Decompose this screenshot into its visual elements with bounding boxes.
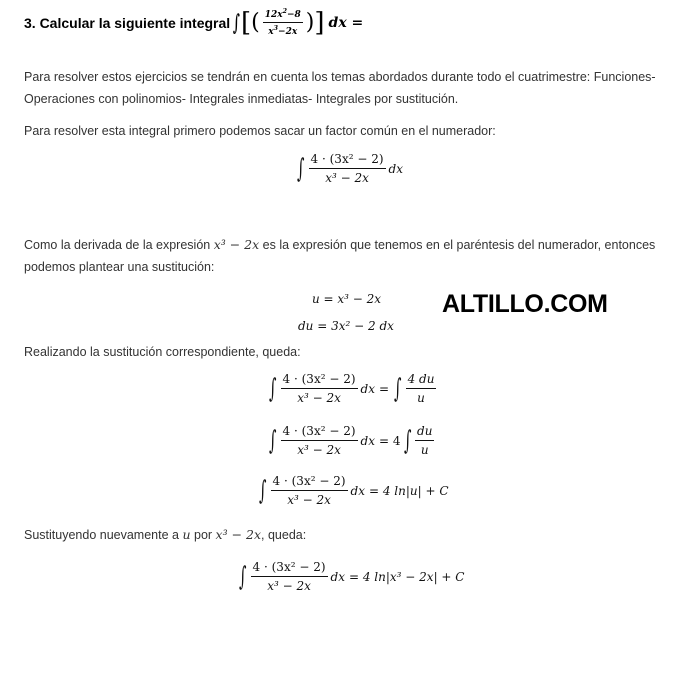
fraction: $\frac{\text{4 · (3x² − 2)}}{\text{x³ − 2x}}$ [310,152,384,185]
substitution-paragraph: Realizando la sustitución correspondiente, queda: [24,345,301,359]
substitution-u: u = x³ − 2x [312,292,382,306]
bracket-open: [ [240,7,252,38]
equation-factored: ∫ $\frac{\text{4 · (3x² − 2)}}{\text{x³ − 2x}}$ dx [297,152,403,185]
integral-sign: ∫ [233,9,241,36]
title-tail: dx = [328,14,364,31]
problem-title-label: 3. Calcular la siguiente integral [24,14,231,31]
bracket-close: ] [314,7,325,38]
factor-paragraph: Para resolver esta integral primero podemos sacar un factor común en el numerador: [24,124,496,138]
paren-close: ) [305,9,315,35]
back-substitution-paragraph: Sustituyendo nuevamente a u por x³ − 2x, queda: [24,527,307,542]
derivative-paragraph: Como la derivada de la expresión x³ − 2x es la expresión que tenemos en el paréntesis del numerador, entonces podemos plantear una sustitución: [24,237,656,274]
paren-open: ( [251,9,260,35]
title-fraction: $\frac{12x^2-8}{x^3-2x}$ [264,8,301,37]
equation-final: ∫ $\frac{\text{4 · (3x² − 2)}}{\text{x³ − 2x}}$ dx = 4 ln|x³ − 2x| + C [239,560,465,593]
equation-ln-u: ∫ $\frac{\text{4 · (3x² − 2)}}{\text{x³ − 2x}}$ dx = 4 ln|u| + C [259,474,449,507]
intro-paragraph: Para resolver estos ejercicios se tendrán en cuenta los temas abordados durante todo el cuatrimestre: Funciones-Operaciones con polinomios- Integrales inmediatas- Integrales por sustitución. [24,70,656,106]
integral-sign: ∫ [297,153,305,184]
problem-title [24,8,363,37]
equation-constant-out: ∫ $\frac{\text{4 · (3x² − 2)}}{\text{x³ − 2x}}$ dx = 4 ∫ $\frac{du}{u}$ [269,424,433,457]
substitution-du: du = 3x² − 2 dx [298,319,394,333]
watermark: ALTILLO.COM [442,290,608,318]
equation-substituted: ∫ $\frac{\text{4 · (3x² − 2)}}{\text{x³ − 2x}}$ dx = ∫ $\frac{4 du}{u}$ [269,372,435,405]
